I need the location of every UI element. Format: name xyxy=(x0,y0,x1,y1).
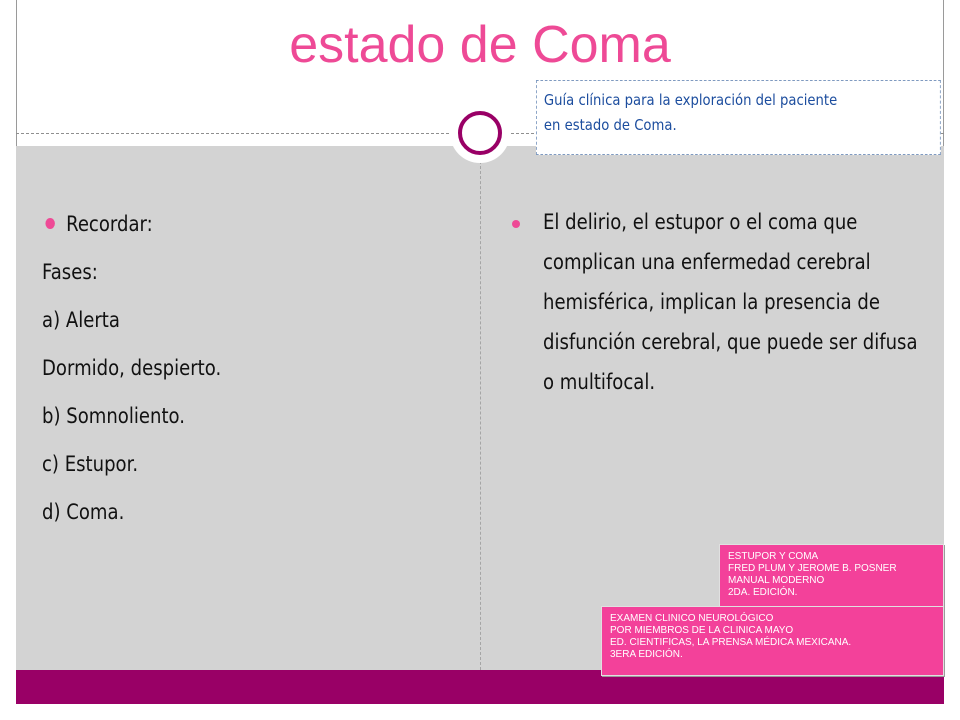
recordar-bullet: Recordar: xyxy=(42,200,403,248)
slide-title-overflow xyxy=(0,0,960,2)
reference-box-neuro-exam xyxy=(601,606,944,676)
reference-line: 3ERA EDICIÓN. xyxy=(610,649,683,660)
reference-line: 2DA. EDICIÓN. xyxy=(728,587,798,598)
ring-circle xyxy=(458,111,502,155)
phase-line: Fases: xyxy=(42,260,98,284)
phase-line: d) Coma. xyxy=(42,500,125,524)
reference-line: POR MIEMBROS DE LA CLINICA MAYO xyxy=(610,625,794,636)
bullet-dot-icon xyxy=(512,220,520,228)
callout-line: en estado de Coma. xyxy=(543,116,677,134)
phase-line: a) Alerta xyxy=(42,308,120,332)
guide-callout-box xyxy=(536,80,941,155)
left-column xyxy=(42,200,403,536)
reference-line: FRED PLUM Y JEROME B. POSNER xyxy=(728,563,897,574)
column-divider xyxy=(480,146,481,670)
reference-line: EXAMEN CLINICO NEUROLÓGICO xyxy=(610,613,774,624)
slide-title: estado de Coma xyxy=(289,16,671,74)
reference-line: ESTUPOR Y COMA xyxy=(728,551,819,562)
phase-line: b) Somnoliento. xyxy=(42,404,186,428)
reference-box-stupor-coma xyxy=(719,544,944,607)
phase-line: Dormido, despierto. xyxy=(42,356,222,380)
phase-line: c) Estupor. xyxy=(42,452,139,476)
ring-ornament xyxy=(450,103,510,163)
callout-line: Guía clínica para la exploración del paciente xyxy=(543,91,838,109)
reference-line: MANUAL MODERNO xyxy=(728,575,825,586)
reference-line: ED. CIENTIFICAS, LA PRENSA MÉDICA MEXICANA. xyxy=(610,637,852,648)
right-bullet-text: El delirio, el estupor o el coma que complican una enfermedad cerebral hemisférica, implican la presencia de disfunción cerebral, que puede ser difusa o multifocal. xyxy=(543,210,918,394)
